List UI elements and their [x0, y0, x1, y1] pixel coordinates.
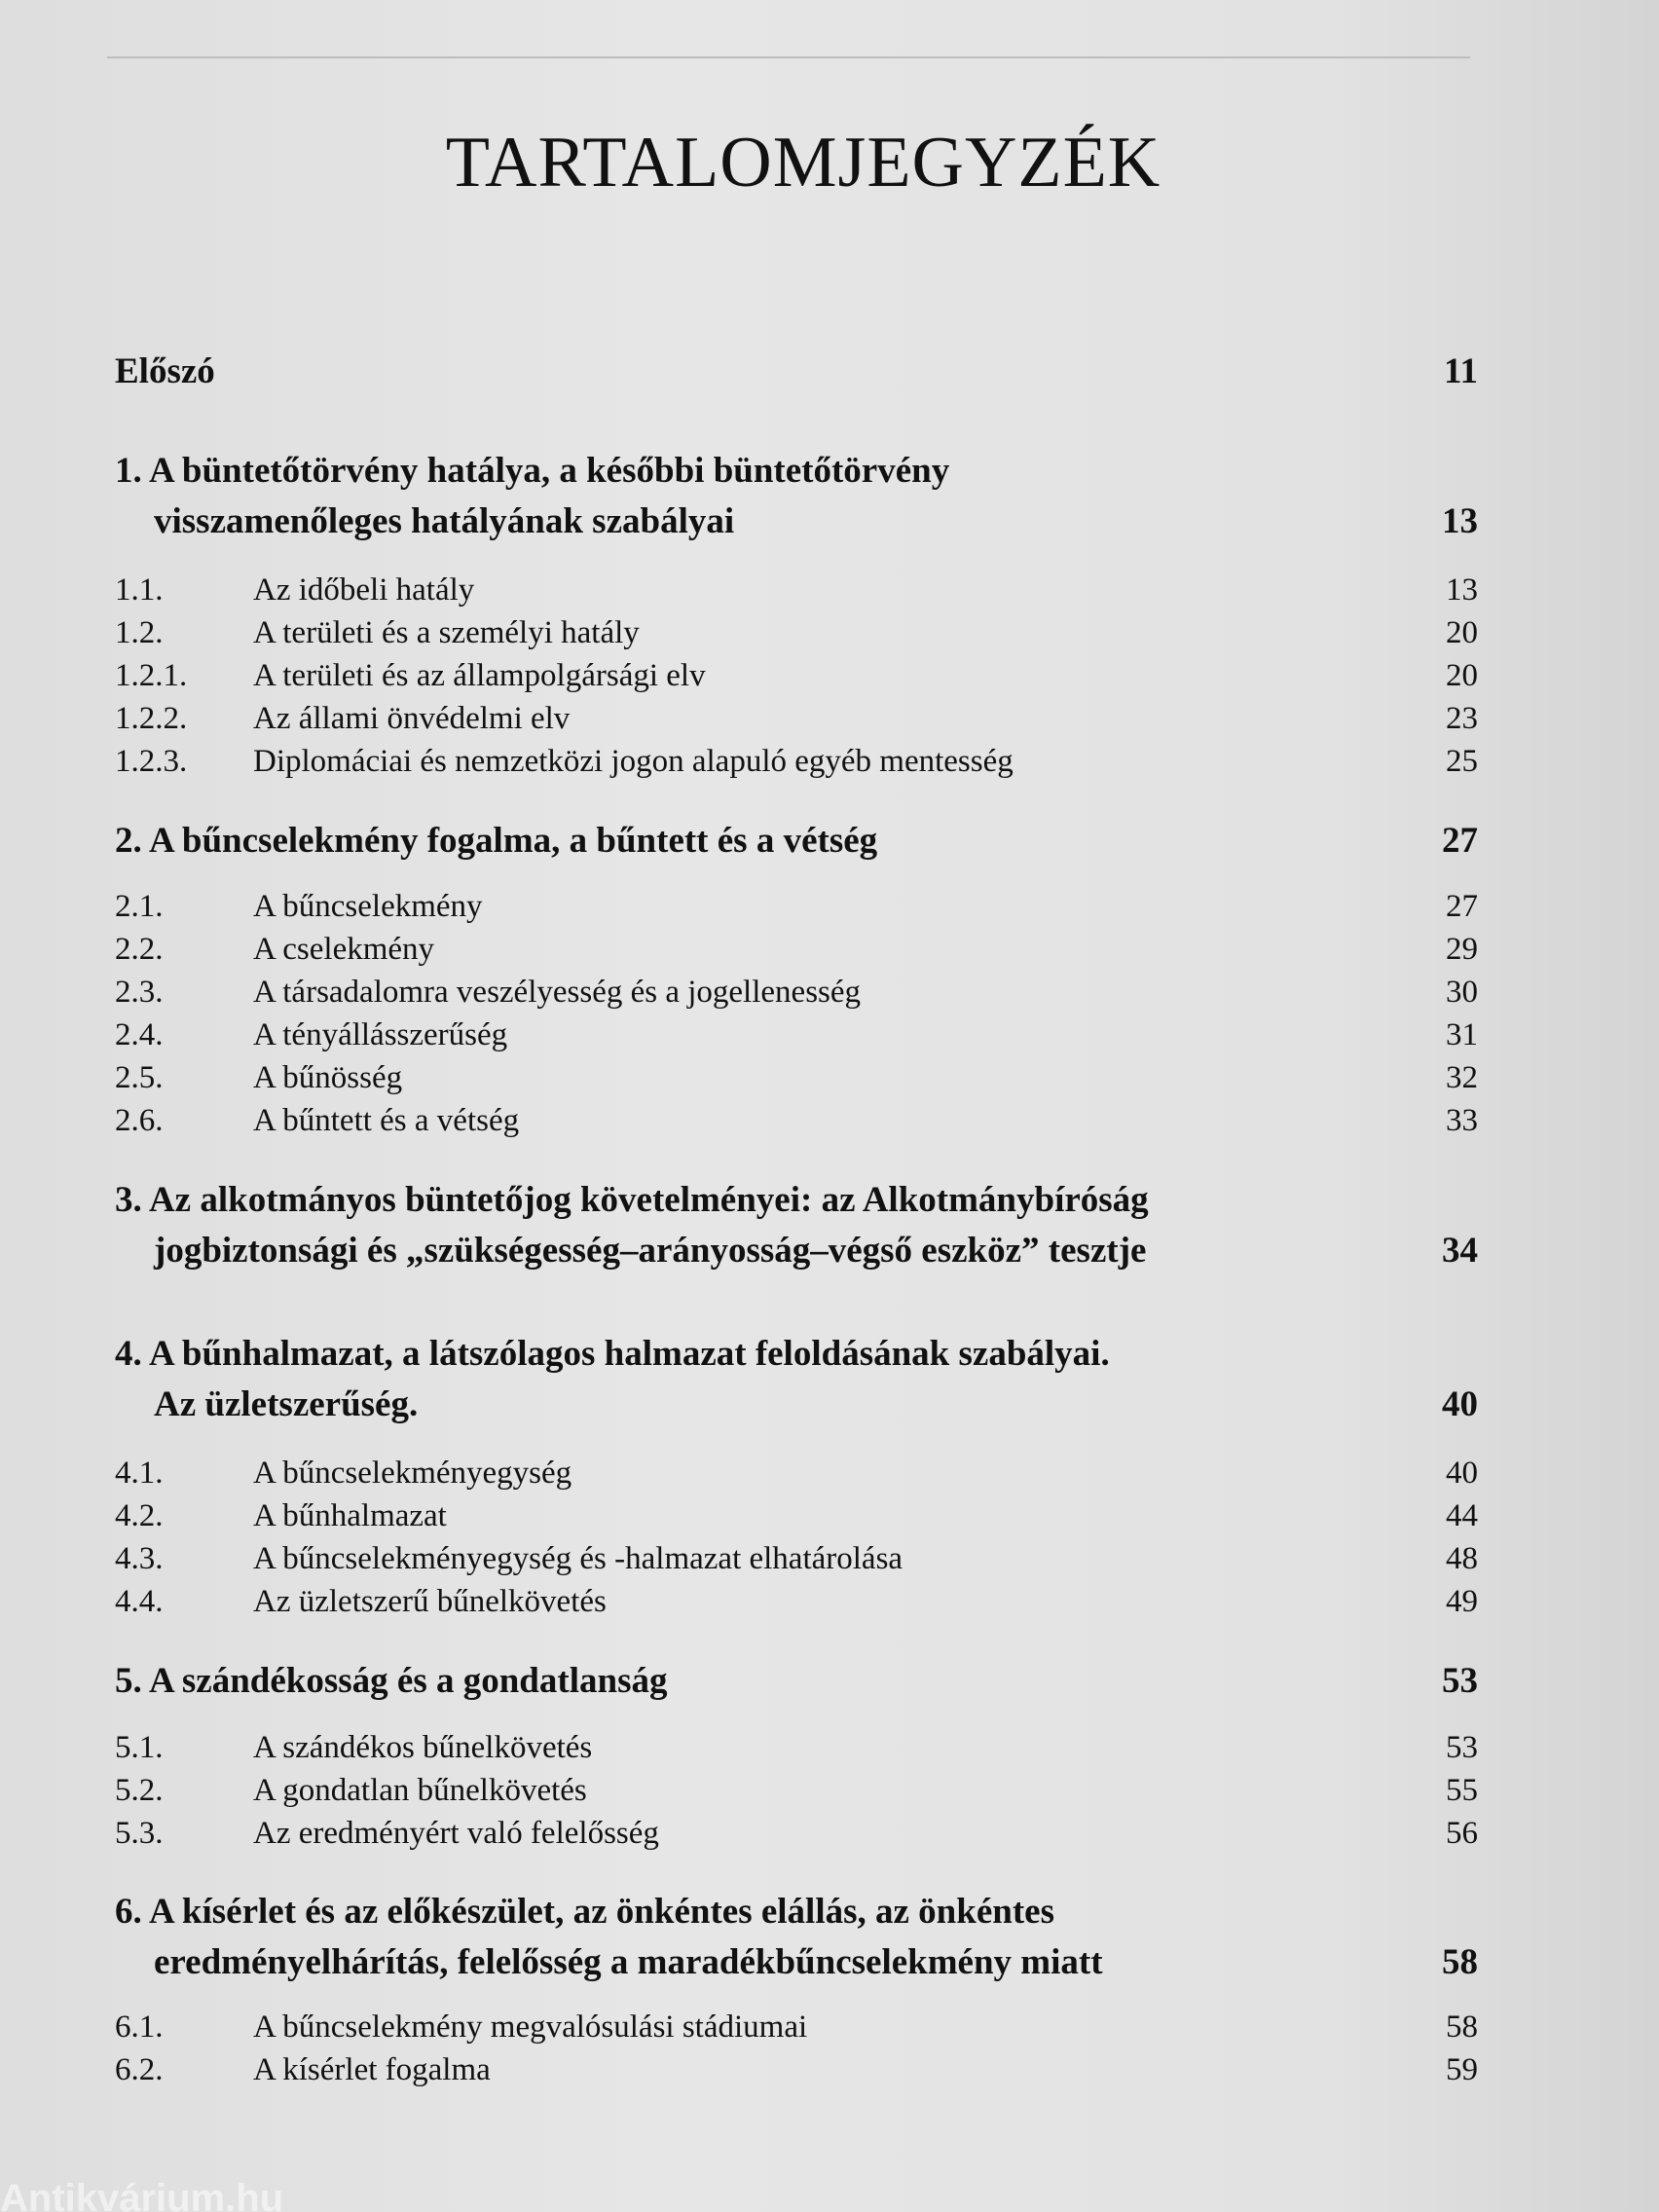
toc-section-title-cont: Az üzletszerűség.: [154, 1384, 419, 1424]
toc-section-6: [115, 1887, 1478, 1988]
toc-entry-number: 4.2.: [115, 1498, 164, 1533]
toc-section-4: [115, 1329, 1478, 1430]
toc-entry-title: A kísérlet fogalma: [253, 2052, 491, 2087]
toc-section-page: 58: [1442, 1942, 1478, 1982]
toc-entry-title: A bűntett és a vétség: [253, 1103, 520, 1138]
toc-section-title: 6. A kísérlet és az előkészület, az önkéntes elállás, az önkéntes: [115, 1892, 1054, 1932]
toc-entry-page: 48: [1446, 1541, 1478, 1576]
toc-entry-number: 5.2.: [115, 1773, 164, 1808]
toc-entry-number: 1.2.: [115, 615, 164, 650]
toc-entry-number: 1.1.: [115, 572, 164, 608]
toc-entry: [115, 1056, 1478, 1099]
toc-section-title: 4. A bűnhalmazat, a látszólagos halmazat feloldásának szabályai.: [115, 1334, 1110, 1374]
toc-entry-title: A gondatlan bűnelkövetés: [253, 1773, 587, 1808]
toc-entry-number: 2.1.: [115, 889, 164, 924]
toc-section-title: 5. A szándékosság és a gondatlanság: [115, 1661, 668, 1701]
toc-section-page: 13: [1442, 501, 1478, 541]
toc-entry: [115, 1812, 1478, 1855]
toc-entry: [115, 1494, 1478, 1537]
toc-section-page: 11: [1444, 351, 1478, 391]
toc-entry-page: 58: [1446, 2009, 1478, 2045]
toc-entry-title: A területi és a személyi hatály: [253, 615, 640, 650]
toc-entry-number: 2.5.: [115, 1060, 164, 1095]
toc-entry: [115, 2006, 1478, 2048]
toc-entry-title: A bűncselekményegység: [253, 1456, 572, 1491]
toc-entry-title: A bűncselekmény megvalósulási stádiumai: [253, 2009, 808, 2045]
toc-entry-page: 32: [1446, 1060, 1478, 1095]
toc-entry-page: 55: [1446, 1773, 1478, 1808]
toc-entry-title: A bűncselekményegység és -halmazat elhatárolása: [253, 1541, 903, 1576]
toc-entry-number: 4.3.: [115, 1541, 164, 1576]
toc-entry: [115, 971, 1478, 1014]
toc-entry-number: 1.2.2.: [115, 701, 188, 736]
toc-entry-page: 25: [1446, 744, 1478, 779]
toc-section-title: 1. A büntetőtörvény hatálya, a későbbi büntetőtörvény: [115, 451, 950, 491]
toc-section-page: 27: [1442, 821, 1478, 861]
toc-entry-page: 33: [1446, 1103, 1478, 1138]
toc-entry-number: 6.1.: [115, 2009, 164, 2045]
toc-entry-page: 40: [1446, 1456, 1478, 1491]
toc-section-title-cont: eredményelhárítás, felelősség a maradékbűncselekmény miatt: [154, 1942, 1103, 1982]
toc-section-page: 34: [1442, 1231, 1478, 1271]
toc-entry-page: 29: [1446, 932, 1478, 967]
toc-entry-number: 2.2.: [115, 932, 164, 967]
toc-section-title: Előszó: [115, 351, 215, 391]
toc-entry-number: 4.4.: [115, 1584, 164, 1619]
toc-entry-page: 30: [1446, 975, 1478, 1010]
toc-entry-number: 2.4.: [115, 1017, 164, 1052]
toc-entry-number: 5.3.: [115, 1816, 164, 1851]
toc-entry: [115, 885, 1478, 928]
toc-entry-title: A társadalomra veszélyesség és a jogellenesség: [253, 975, 862, 1010]
toc-entry-title: A szándékos bűnelkövetés: [253, 1730, 593, 1765]
toc-entry-title: Az üzletszerű bűnelkövetés: [253, 1584, 607, 1619]
watermark: Antikvárium.hu: [0, 2177, 284, 2212]
toc-entry-page: 13: [1446, 572, 1478, 608]
toc-entry: [115, 1769, 1478, 1812]
toc-entry-title: A bűnhalmazat: [253, 1498, 447, 1533]
toc-section-2: [115, 816, 1478, 866]
toc-entry: [115, 1099, 1478, 1142]
toc-section-3: [115, 1175, 1478, 1276]
toc-entry-page: 20: [1446, 615, 1478, 650]
toc-entry: [115, 1580, 1478, 1623]
toc-entry-title: Az eredményért való felelősség: [253, 1816, 659, 1851]
toc-entry-number: 2.6.: [115, 1103, 164, 1138]
toc-entry-number: 1.2.3.: [115, 744, 188, 779]
toc-entry-title: Diplomáciai és nemzetközi jogon alapuló egyéb mentesség: [253, 744, 1014, 779]
toc-entry-page: 53: [1446, 1730, 1478, 1765]
toc-entry-number: 2.3.: [115, 975, 164, 1010]
toc-entry-title: Az állami önvédelmi elv: [253, 701, 571, 736]
toc-entry-page: 49: [1446, 1584, 1478, 1619]
page-title: TARTALOMJEGYZÉK: [445, 123, 1161, 203]
toc-entry: [115, 2048, 1478, 2091]
toc-section-1: [115, 446, 1478, 547]
toc-entry: [115, 1726, 1478, 1769]
toc-section-eloszo: [115, 347, 1478, 397]
toc-entry-title: A területi és az állampolgársági elv: [253, 658, 706, 693]
toc-entry-title: A tényállásszerűség: [253, 1017, 508, 1052]
toc-entry: [115, 697, 1478, 740]
toc-entry: [115, 1537, 1478, 1580]
toc-entry-page: 23: [1446, 701, 1478, 736]
toc-entry: [115, 654, 1478, 697]
toc-entry-title: A cselekmény: [253, 932, 435, 967]
toc-entry: [115, 740, 1478, 783]
toc-entry-page: 56: [1446, 1816, 1478, 1851]
toc-section-title: 2. A bűncselekmény fogalma, a bűntett és a vétség: [115, 821, 878, 861]
toc-entry: [115, 569, 1478, 611]
toc-entry-title: A bűnösség: [253, 1060, 403, 1095]
toc-entry-page: 27: [1446, 889, 1478, 924]
toc-entry: [115, 1452, 1478, 1494]
toc-section-page: 40: [1442, 1384, 1478, 1424]
toc-entry-number: 1.2.1.: [115, 658, 188, 693]
toc-section-title: 3. Az alkotmányos büntetőjog követelményei: az Alkotmánybíróság: [115, 1180, 1149, 1220]
toc-entry: [115, 1014, 1478, 1056]
toc-entry-page: 59: [1446, 2052, 1478, 2087]
toc-section-page: 53: [1442, 1661, 1478, 1701]
toc-entry-number: 4.1.: [115, 1456, 164, 1491]
toc-entry-page: 20: [1446, 658, 1478, 693]
toc-section-5: [115, 1656, 1478, 1707]
toc-entry-title: Az időbeli hatály: [253, 572, 475, 608]
toc-entry-title: A bűncselekmény: [253, 889, 483, 924]
toc-section-title-cont: jogbiztonsági és „szükségesség–arányosság–végső eszköz” tesztje: [154, 1231, 1147, 1271]
toc-entry-number: 6.2.: [115, 2052, 164, 2087]
toc-entry: [115, 928, 1478, 971]
toc-entry-number: 5.1.: [115, 1730, 164, 1765]
toc-section-title-cont: visszamenőleges hatályának szabályai: [154, 501, 735, 541]
toc-entry-page: 31: [1446, 1017, 1478, 1052]
toc-entry: [115, 611, 1478, 654]
toc-entry-page: 44: [1446, 1498, 1478, 1533]
